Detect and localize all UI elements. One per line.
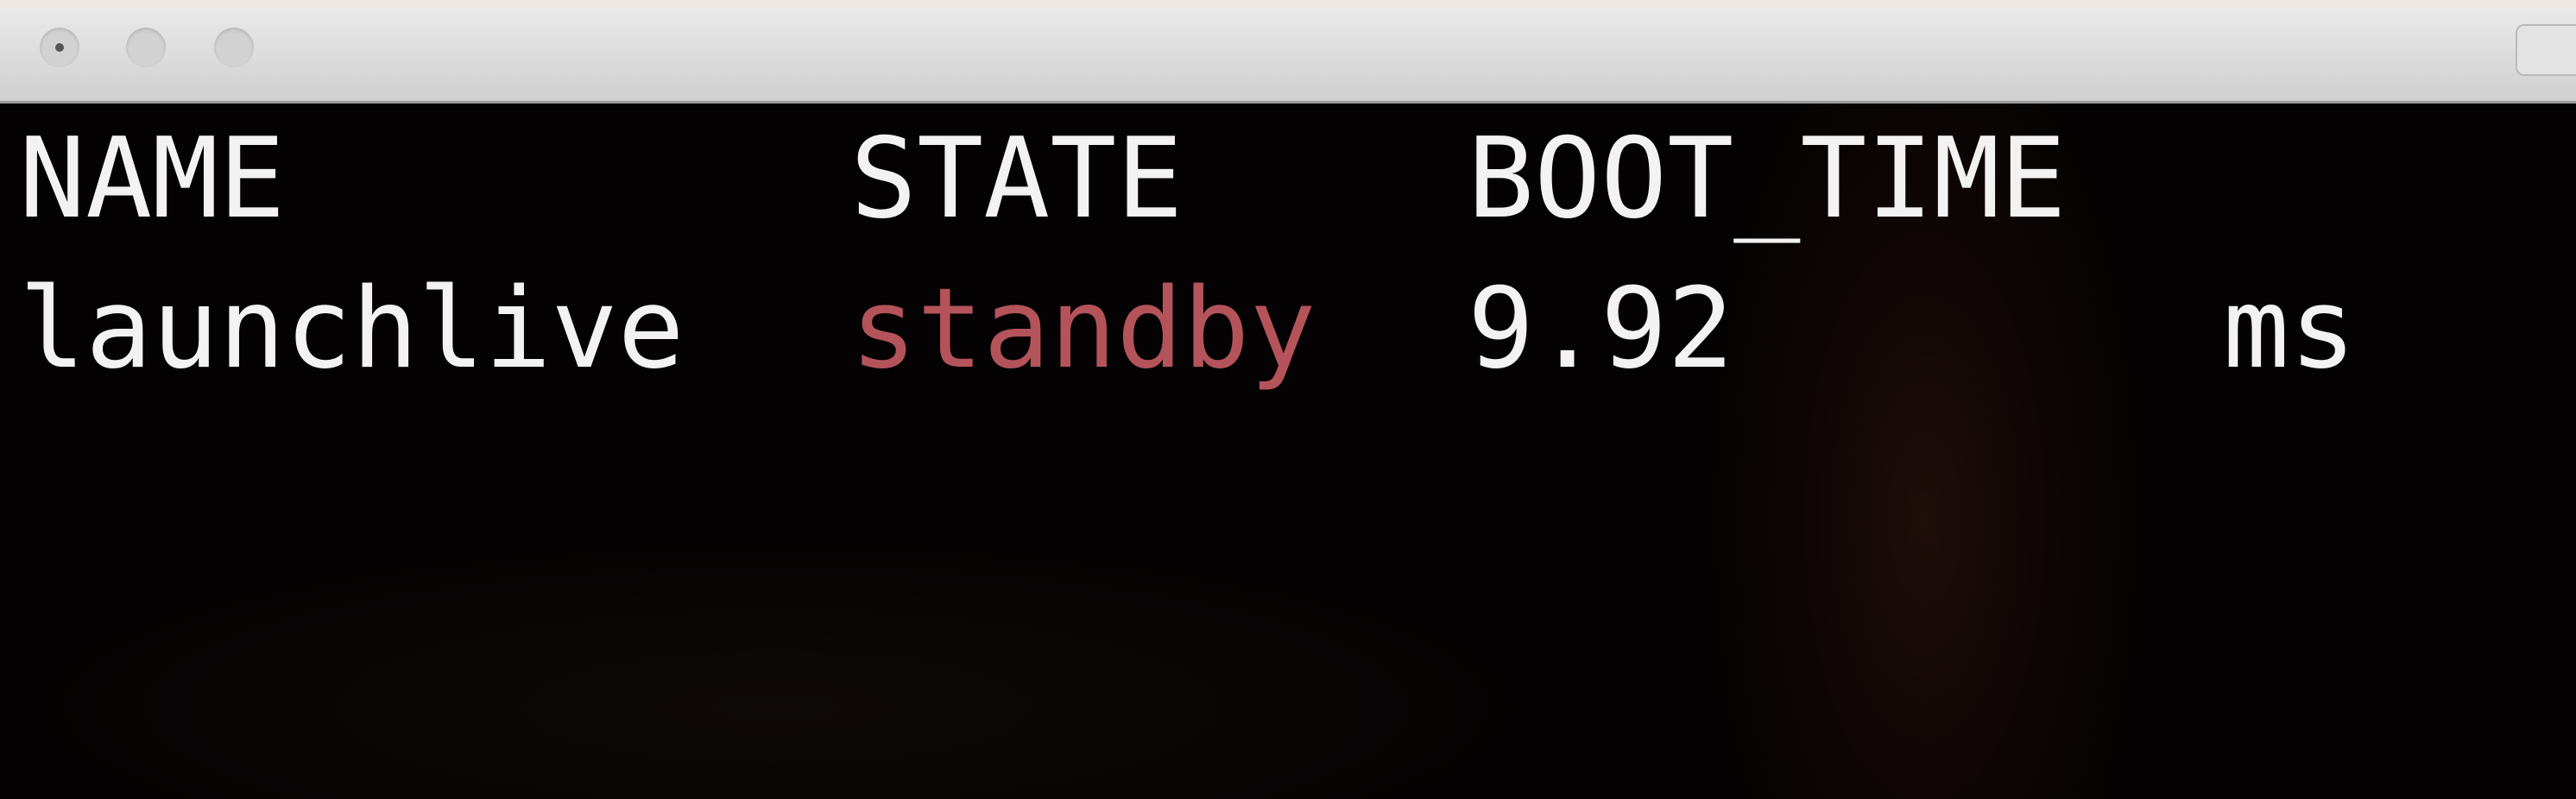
row-name: launchlive [19,265,685,393]
row-boot-time-unit: ms [2223,265,2357,393]
row-boot-time: 9.92 [1468,265,1734,393]
close-button[interactable] [40,28,79,67]
title-bar[interactable] [0,0,2576,104]
header-name: NAME [19,115,286,243]
header-state: STATE [850,115,1184,243]
toolbar-toggle-button[interactable] [2516,24,2576,76]
zoom-button[interactable] [214,28,254,67]
minimize-button[interactable] [126,28,166,67]
terminal-output[interactable] [0,104,2576,799]
row-state: standby [850,265,1316,393]
header-boot-time: BOOT_TIME [1468,115,2067,243]
